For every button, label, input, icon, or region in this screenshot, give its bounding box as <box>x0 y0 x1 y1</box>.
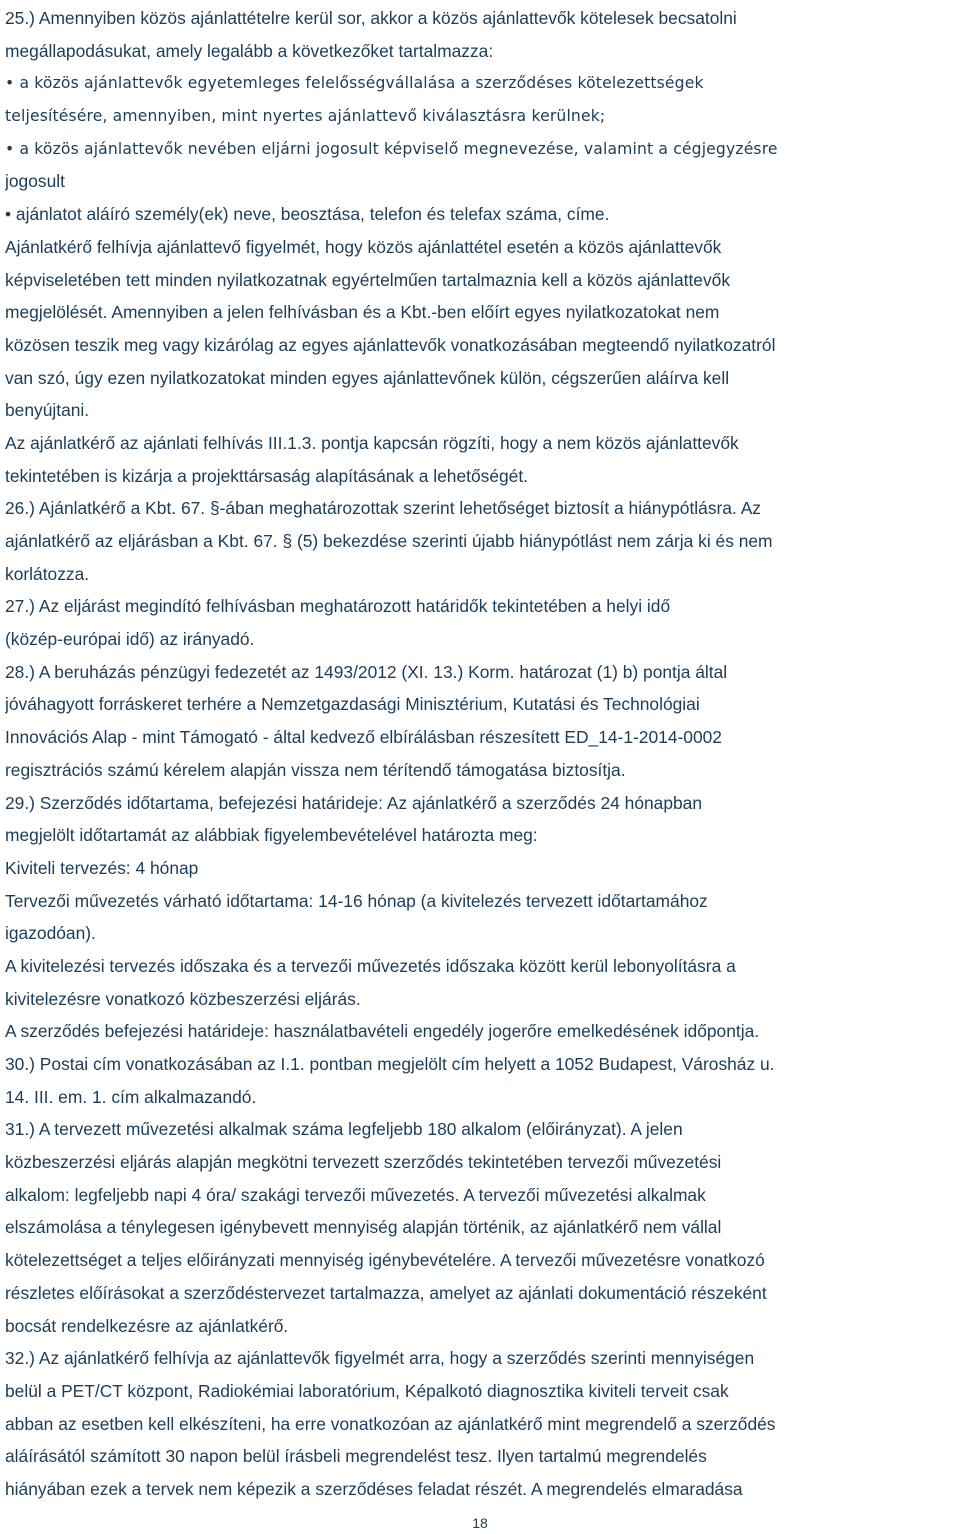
text-line: 27.) Az eljárást megindító felhívásban meghatározott határidők tekintetében a helyi idő <box>5 596 671 617</box>
document-body <box>5 2 957 1506</box>
text-line: 30.) Postai cím vonatkozásában az I.1. pontban megjelölt cím helyett a 1052 Budapest, Városház u. <box>5 1054 775 1074</box>
text-line: (közép-európai idő) az irányadó. <box>5 629 255 650</box>
text-line: alkalom: legfeljebb napi 4 óra/ szakági tervezői művezetés. A tervezői művezetési alkalmak <box>5 1184 706 1205</box>
text-line: 32.) Az ajánlatkérő felhívja az ajánlattevők figyelmét arra, hogy a szerződés szerinti mennyiségen <box>5 1348 755 1369</box>
text-line: A kivitelezési tervezés időszaka és a tervezői művezetés időszaka között kerül lebonyolításra a <box>5 955 736 976</box>
text-line: • a közös ajánlattevők nevében eljárni jogosult képviselő megnevezése, valamint a cégjegyzésre <box>5 139 778 158</box>
text-line: korlátozza. <box>5 563 90 584</box>
text-line: abban az esetben kell elkészíteni, ha erre vonatkozóan az ajánlatkérő mint megrendelő a szerződés <box>5 1413 776 1434</box>
page-number: 18 <box>472 1515 488 1531</box>
text-line: kivitelezésre vonatkozó közbeszerzési eljárás. <box>5 988 361 1009</box>
text-line: bocsát rendelkezésre az ajánlatkérő. <box>5 1315 289 1336</box>
text-line: aláírásától számított 30 napon belül írásbeli megrendelést tesz. Ilyen tartalmú megrendelés <box>5 1446 707 1467</box>
text-line: tekintetében is kizárja a projekttársaság alapításának a lehetőségét. <box>5 465 529 486</box>
text-line: Innovációs Alap - mint Támogató - által kedvező elbírálásban részesített ED_14-1-2014-0002 <box>5 727 722 748</box>
text-line: belül a PET/CT központ, Radiokémiai laboratórium, Képalkotó diagnosztika kiviteli terveit csak <box>5 1380 729 1401</box>
text-line: közösen teszik meg vagy kizárólag az egyes ajánlattevők vonatkozásában megteendő nyilatkozatról <box>5 334 776 355</box>
text-line: 29.) Szerződés időtartama, befejezési határideje: Az ajánlatkérő a szerződés 24 hónapban <box>5 792 703 813</box>
text-line: Az ajánlatkérő az ajánlati felhívás III.1.3. pontja kapcsán rögzíti, hogy a nem közös ajánlattevők <box>5 432 739 453</box>
text-line: hiányában ezek a tervek nem képezik a szerződéses feladat részét. A megrendelés elmaradása <box>5 1478 743 1499</box>
text-line: megjelölt időtartamát az alábbiak figyelembevételével határozta meg: <box>5 825 538 846</box>
text-line: A szerződés befejezési határideje: használatbavételi engedély jogerőre emelkedésének időpontja. <box>5 1021 760 1042</box>
text-line: 28.) A beruházás pénzügyi fedezetét az 1493/2012 (XI. 13.) Korm. határozat (1) b) pontja által <box>5 661 728 682</box>
text-line: • a közös ajánlattevők egyetemleges felelősségvállalása a szerződéses kötelezettségek <box>5 74 704 93</box>
text-line: Tervezői művezetés várható időtartama: 14-16 hónap (a kivitelezés tervezett időtartamához <box>5 890 708 911</box>
text-line: kötelezettséget a teljes előirányzati mennyiség igénybevételére. A tervezői művezetésre vonatkozó <box>5 1250 765 1271</box>
text-line: 26.) Ajánlatkérő a Kbt. 67. §-ában meghatározottak szerint lehetőséget biztosít a hiánypótlásra. Az <box>5 498 761 519</box>
text-line: • ajánlatot aláíró személy(ek) neve, beosztása, telefon és telefax száma, címe. <box>5 204 610 225</box>
text-line: jogosult <box>5 171 65 192</box>
text-line: részletes előírásokat a szerződéstervezet tartalmazza, amelyet az ajánlati dokumentáció részeként <box>5 1282 767 1303</box>
text-line: képviseletében tett minden nyilatkozatnak egyértelműen tartalmaznia kell a közös ajánlattevők <box>5 269 731 290</box>
text-line: 14. III. em. 1. cím alkalmazandó. <box>5 1086 257 1107</box>
text-line: közbeszerzési eljárás alapján megkötni tervezett szerződés tekintetében tervezői művezetési <box>5 1152 722 1173</box>
text-line: benyújtani. <box>5 400 90 421</box>
text-line: regisztrációs számú kérelem alapján vissza nem térítendő támogatása biztosítja. <box>5 759 626 780</box>
text-line: 31.) A tervezett művezetési alkalmak száma legfeljebb 180 alkalom (előirányzat). A jelen <box>5 1119 683 1140</box>
text-line: teljesítésére, amennyiben, mint nyertes ajánlattevő kiválasztásra kerülnek; <box>5 107 606 126</box>
text-line: igazodóan). <box>5 923 96 944</box>
text-line: Kiviteli tervezés: 4 hónap <box>5 857 199 878</box>
text-line: megállapodásukat, amely legalább a következőket tartalmazza: <box>5 40 494 61</box>
text-line: jóváhagyott forráskeret terhére a Nemzetgazdasági Minisztérium, Kutatási és Technológiai <box>5 694 700 715</box>
text-line: megjelölését. Amennyiben a jelen felhívásban és a Kbt.-ben előírt egyes nyilatkozatokat nem <box>5 302 720 323</box>
text-line: elszámolása a ténylegesen igénybevett mennyiség alapján történik, az ajánlatkérő nem vállal <box>5 1217 722 1238</box>
text-line: ajánlatkérő az eljárásban a Kbt. 67. § (5) bekezdése szerinti újabb hiánypótlást nem zárja ki és nem <box>5 531 773 551</box>
text-line: Ajánlatkérő felhívja ajánlattevő figyelmét, hogy közös ajánlattétel esetén a közös ajánlattevők <box>5 236 722 257</box>
text-line: 25.) Amennyiben közös ajánlattételre kerül sor, akkor a közös ajánlattevők kötelesek becsatolni <box>5 8 737 28</box>
text-line: van szó, úgy ezen nyilatkozatokat minden egyes ajánlattevőnek külön, cégszerűen aláírva kell <box>5 367 730 388</box>
